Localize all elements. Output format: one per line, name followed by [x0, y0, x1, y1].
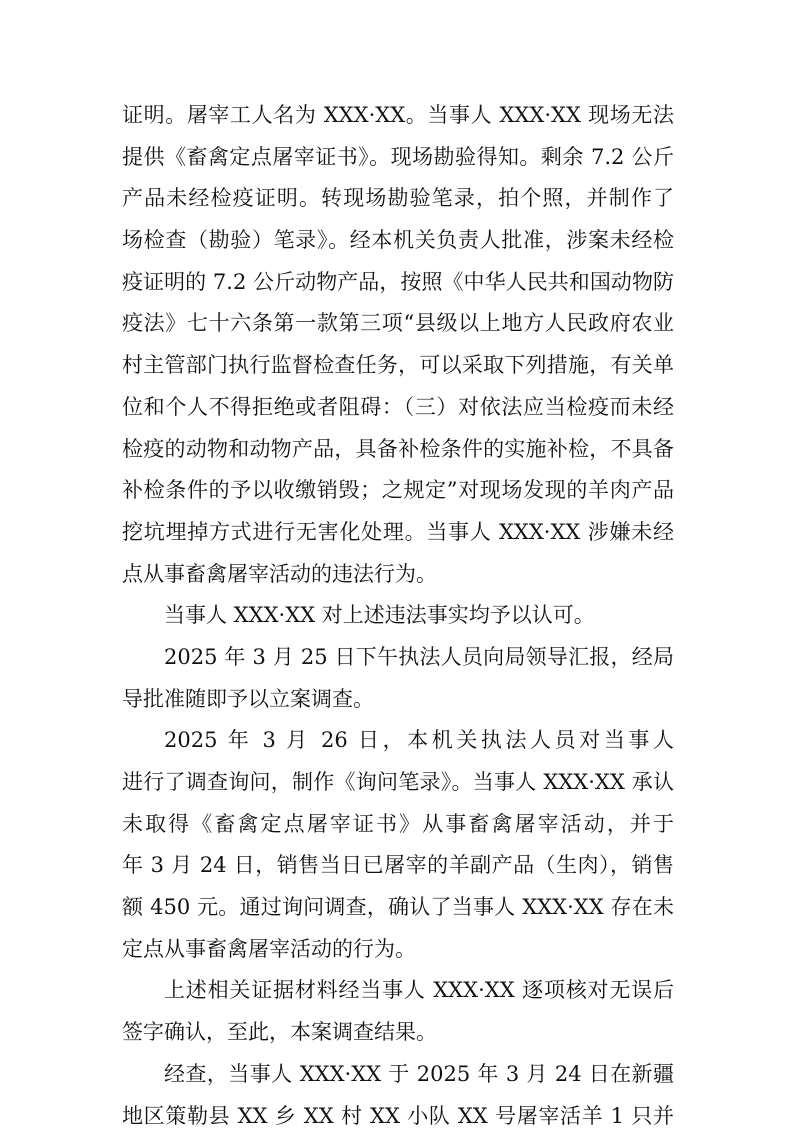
text-line: 疫证明的 7.2 公斤动物产品，按照《中华人民共和国动物防: [122, 262, 674, 304]
text-line: 检疫的动物和动物产品，具备补检条件的实施补检，不具备: [122, 429, 674, 471]
text-line: 村主管部门执行监督检查任务，可以采取下列措施，有关单: [122, 345, 674, 387]
text-line: 年 3 月 24 日，销售当日已屠宰的羊副产品（生肉），销售: [122, 845, 674, 887]
text-line: 进行了调查询问，制作《询问笔录》。当事人 XXX·XX 承认: [122, 762, 674, 804]
text-line: 经查，当事人 XXX·XX 于 2025 年 3 月 24 日在新疆: [122, 1054, 674, 1096]
text-line: 地区策勒县 XX 乡 XX 村 XX 小队 XX 号屠宰活羊 1 只并: [122, 1096, 674, 1137]
text-line: 签字确认，至此，本案调查结果。: [122, 1012, 674, 1054]
document-body: [122, 95, 674, 1137]
text-line: 提供《畜禽定点屠宰证书》。现场勘验得知。剩余 7.2 公斤: [122, 137, 674, 179]
text-line: 疫法》七十六条第一款第三项“县级以上地方人民政府农业: [122, 303, 674, 345]
text-line: 导批准随即予以立案调查。: [122, 679, 674, 721]
text-line: 上述相关证据材料经当事人 XXX·XX 逐项核对无误后: [122, 970, 674, 1012]
text-line: 挖坑埋掉方式进行无害化处理。当事人 XXX·XX 涉嫌未经: [122, 512, 674, 554]
text-line: 2025 年 3 月 25 日下午执法人员向局领导汇报，经局: [122, 637, 674, 679]
text-line: 当事人 XXX·XX 对上述违法事实均予以认可。: [122, 595, 674, 637]
text-line: 点从事畜禽屠宰活动的违法行为。: [122, 554, 674, 596]
text-line: 证明。屠宰工人名为 XXX·XX。当事人 XXX·XX 现场无法: [122, 95, 674, 137]
text-line: 位和个人不得拒绝或者阻碍：（三）对依法应当检疫而未经: [122, 387, 674, 429]
text-line: 2025 年 3 月 26 日，本机关执法人员对当事人: [122, 720, 674, 762]
text-line: 场检查（勘验）笔录》。经本机关负责人批准，涉案未经检: [122, 220, 674, 262]
text-line: 产品未经检疫证明。转现场勘验笔录，拍个照，并制作了: [122, 178, 674, 220]
text-line: 额 450 元。通过询问调查，确认了当事人 XXX·XX 存在未: [122, 887, 674, 929]
text-line: 未取得《畜禽定点屠宰证书》从事畜禽屠宰活动，并于: [122, 804, 674, 846]
text-line: 定点从事畜禽屠宰活动的行为。: [122, 929, 674, 971]
text-line: 补检条件的予以收缴销毁；之规定”对现场发现的羊肉产品: [122, 470, 674, 512]
